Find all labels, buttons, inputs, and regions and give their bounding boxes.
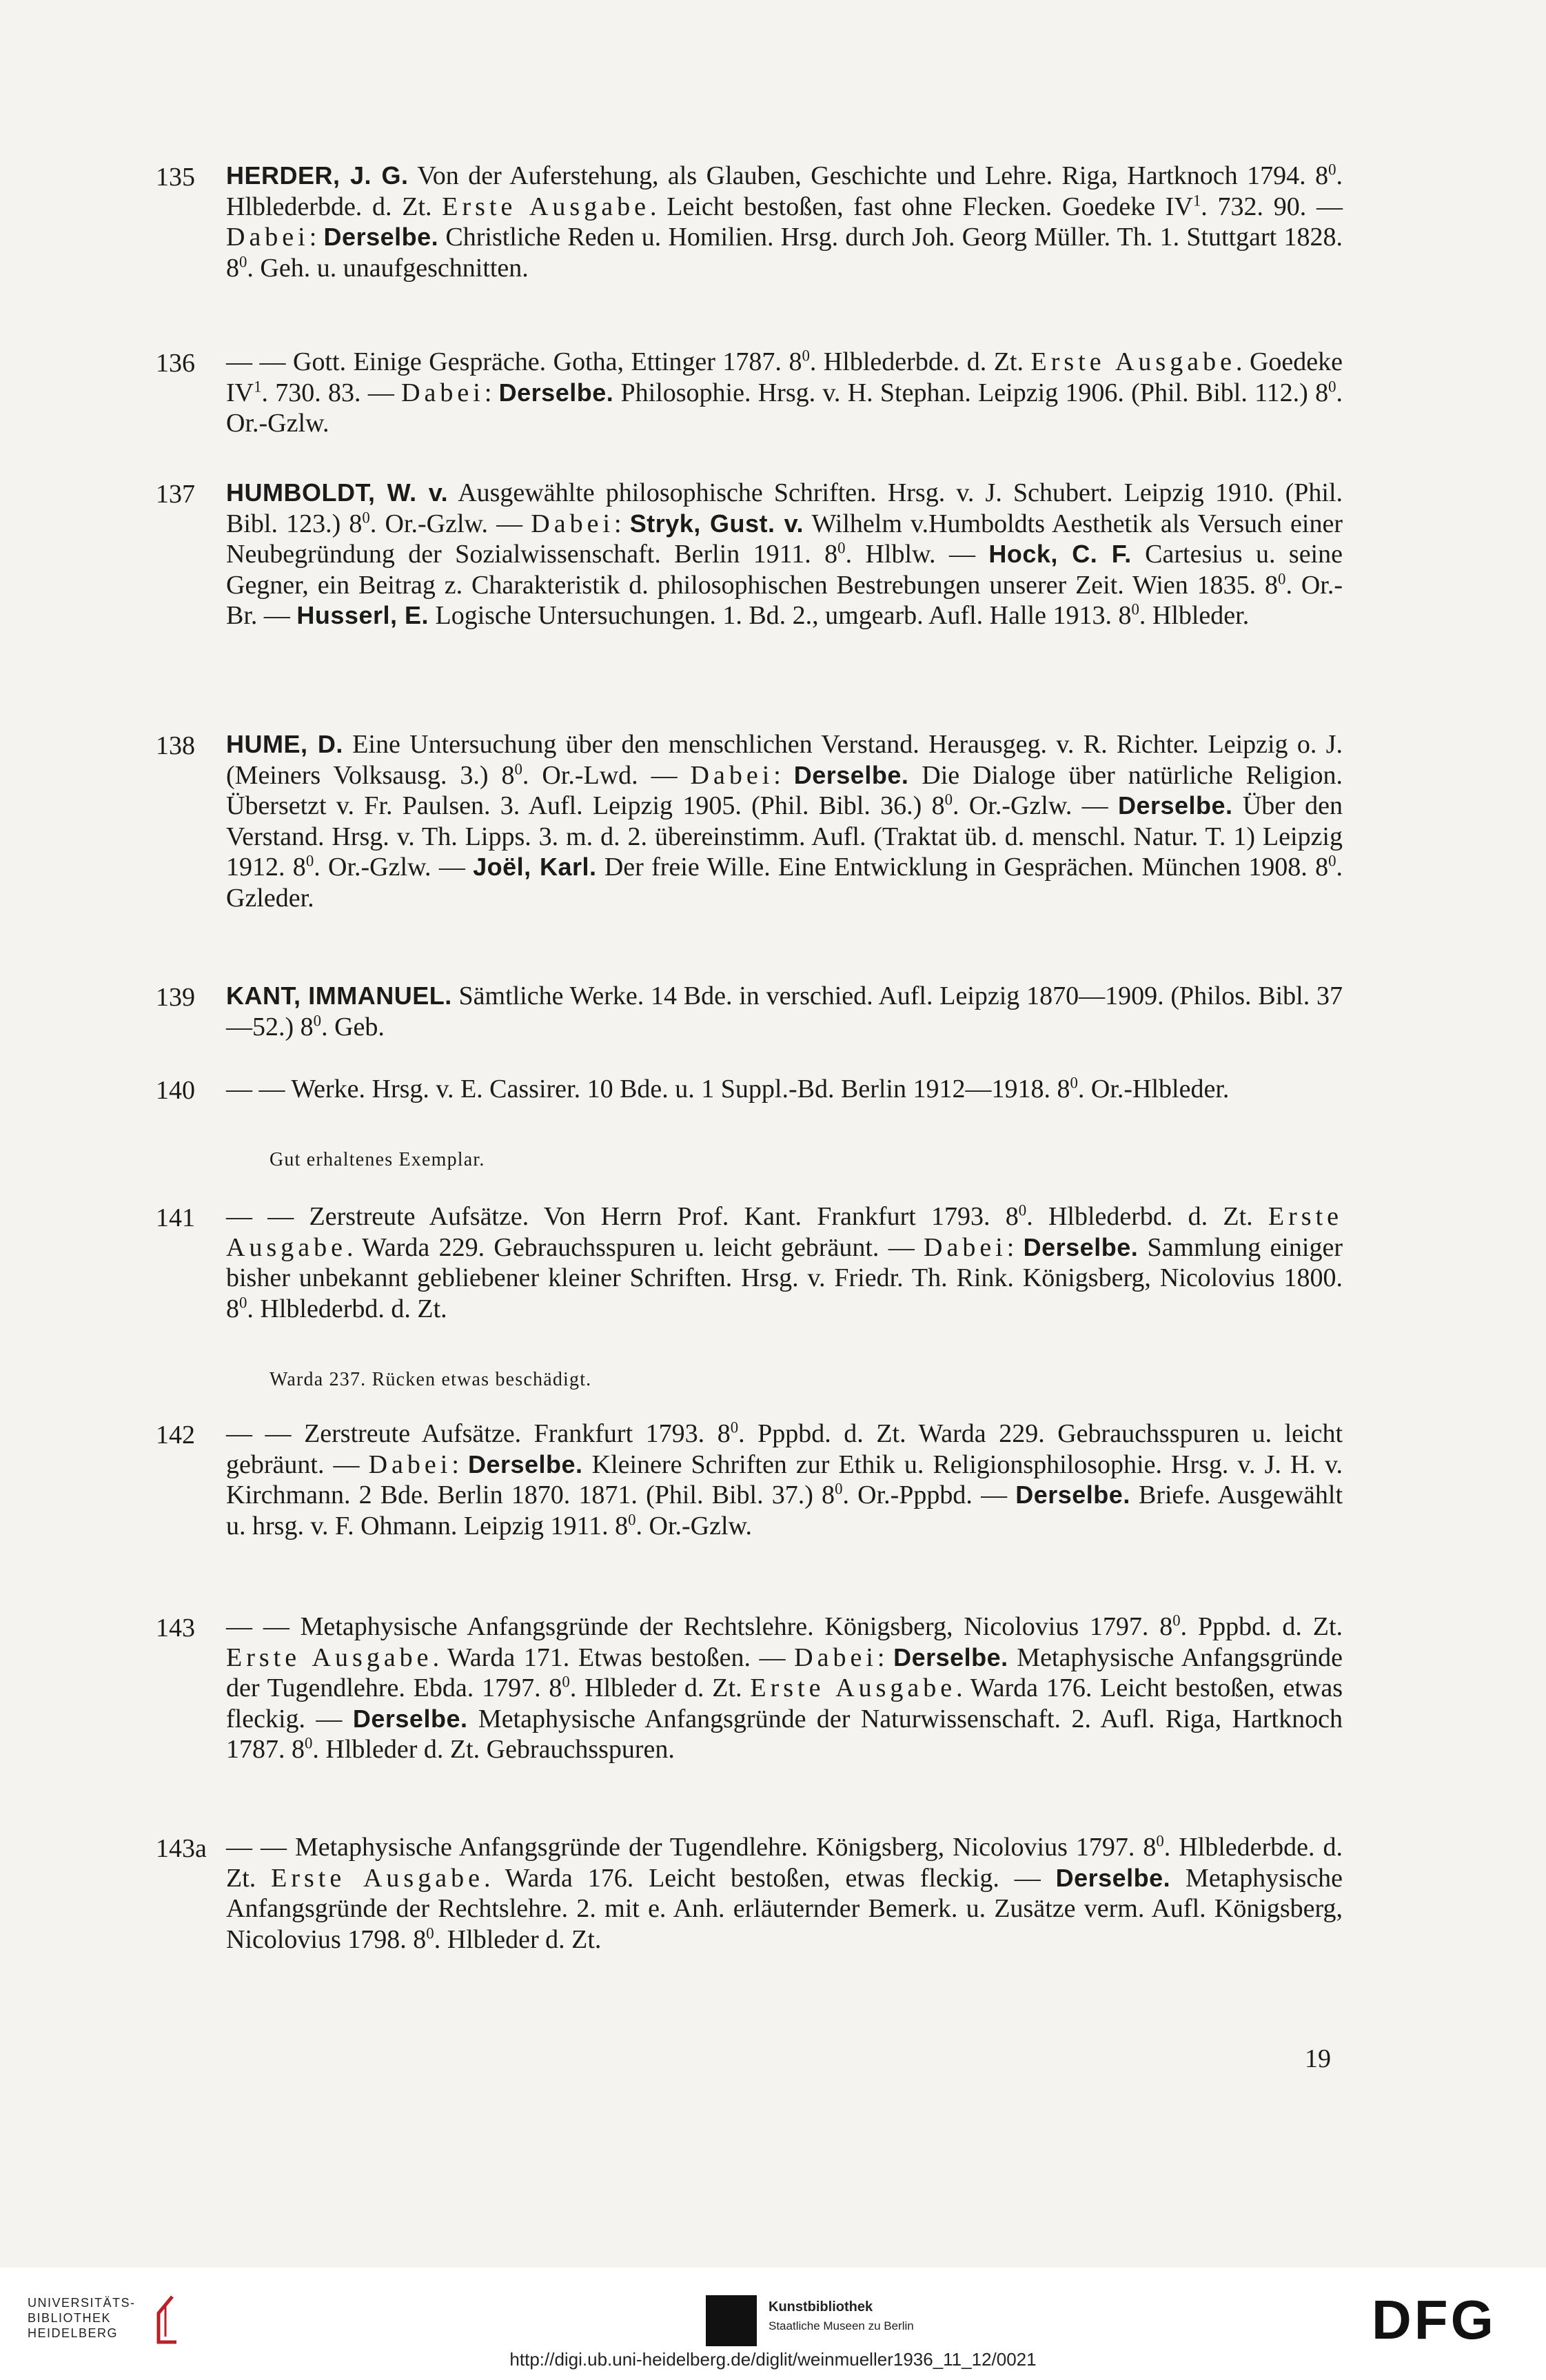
entry-text: — — Gott. Einige Gespräche. Gotha, Ettinger 1787. $8^0$. Hlblederbde. d. Zt. Erste Ausgabe. Goedeke $IV^1$. 730. 83. — Dabei: Derselbe. Philosophie. Hrsg. v. H. Stephan. Leipzig 1906. (Phil. Bibl. 112.) $8^0$. Or.-Gzlw. (226, 347, 1343, 438)
entry-number: 141 (156, 1203, 195, 1232)
entry-text: HUME, D. Eine Untersuchung über den menschlichen Verstand. Herausgeg. v. R. Richter. Leipzig o. J. (Meiners Volksausg. 3.) $8^0$. Or.-Lwd. — Dabei: Derselbe. Die Dialoge über natürliche Religion. Übersetzt v. Fr. Paulsen. 3. Aufl. Leipzig 1905. (Phil. Bibl. 36.) $8^0$. Or.-Gzlw. — Derselbe. Über den Verstand. Hrsg. v. Th. Lipps. 3. m. d. 2. übereinstimm. Aufl. (Traktat üb. d. menschl. Natur. T. 1) Leipzig 1912. $8^0$. Or.-Gzlw. — Joël, Karl. Der freie Wille. Eine Entwicklung in Gesprächen. München 1908. $8^0$. Gzleder. (226, 730, 1343, 913)
university-library-label: UNIVERSITÄTS- BIBLIOTHEK HEIDELBERG (28, 2296, 136, 2340)
entry-number: 140 (156, 1076, 195, 1105)
dfg-logo: DFG (1372, 2289, 1496, 2350)
entry-text: — — Zerstreute Aufsätze. Von Herrn Prof. Kant. Frankfurt 1793. $8^0$. Hlblederbd. d. Zt. Erste Ausgabe. Warda 229. Gebrauchsspuren u. leicht gebräunt. — Dabei: Derselbe. Sammlung einiger bisher unbekannt gebliebener kleiner Schriften. Hrsg. v. Friedr. Th. Rink. Königsberg, Nicolovius 1800. $8^0$. Hlblederbd. d. Zt. (226, 1201, 1343, 1323)
entry-number: 142 (156, 1421, 195, 1450)
entry-text: HERDER, J. G. Von der Auferstehung, als Glauben, Geschichte und Lehre. Riga, Hartknoch 1794. $8^0$. Hlblederbde. d. Zt. Erste Ausgabe. Leicht bestoßen, fast ohne Flecken. Goedeke $IV^1$. 732. 90. — Dabei: Derselbe. Christliche Reden u. Homilien. Hrsg. durch Joh. Georg Müller. Th. 1. Stuttgart 1828. $8^0$. Geh. u. unaufgeschnitten. (226, 161, 1343, 283)
entry-number: 138 (156, 731, 195, 760)
entry-text: — — Metaphysische Anfangsgründe der Tugendlehre. Königsberg, Nicolovius 1797. $8^0$. Hlblederbde. d. Zt. Erste Ausgabe. Warda 176. Leicht bestoßen, etwas fleckig. — Derselbe. Metaphysische Anfangsgründe der Rechtslehre. 2. mit e. Anh. erläuternder Bemerk. u. Zusätze verm. Aufl. Königsberg, Nicolovius 1798. $8^0$. Hlbleder d. Zt. (226, 1832, 1343, 1954)
kunstbibliothek-logo-icon (706, 2295, 757, 2346)
entry-number: 139 (156, 983, 195, 1012)
entry-note: Warda 237. Rücken etwas beschädigt. (269, 1369, 592, 1390)
entry-text: — — Werke. Hrsg. v. E. Cassirer. 10 Bde. u. 1 Suppl.-Bd. Berlin 1912—1918. $8^0$. Or.-Hlbleder. (226, 1074, 1230, 1103)
source-url-link[interactable]: http://digi.ub.uni-heidelberg.de/diglit/weinmueller1936_11_12/0021 (509, 2349, 1037, 2370)
entry-text: — — Zerstreute Aufsätze. Frankfurt 1793. $8^0$. Pppbd. d. Zt. Warda 229. Gebrauchsspuren u. leicht gebräunt. — Dabei: Derselbe. Kleinere Schriften zur Ethik u. Religionsphilosophie. Hrsg. v. J. H. v. Kirchmann. 2 Bde. Berlin 1870. 1871. (Phil. Bibl. 37.) $8^0$. Or.-Pppbd. — Derselbe. Briefe. Ausgewählt u. hrsg. v. F. Ohmann. Leipzig 1911. $8^0$. Or.-Gzlw. (226, 1418, 1343, 1540)
entry-note: Gut erhaltenes Exemplar. (269, 1149, 485, 1170)
entry-text: KANT, IMMANUEL. Sämtliche Werke. 14 Bde. in verschied. Aufl. Leipzig 1870—1909. (Philos. Bibl. 37—52.) $8^0$. Geb. (226, 982, 1343, 1041)
entry-number: 136 (156, 349, 195, 378)
entry-number: 137 (156, 480, 195, 509)
university-logo-icon (138, 2292, 186, 2348)
entry-number: 135 (156, 163, 195, 192)
kunstbibliothek-label: Kunstbibliothek Staatliche Museen zu Berlin (769, 2299, 914, 2332)
entry-text: HUMBOLDT, W. v. Ausgewählte philosophische Schriften. Hrsg. v. J. Schubert. Leipzig 1910. (Phil. Bibl. 123.) $8^0$. Or.-Gzlw. — Dabei: Stryk, Gust. v. Wilhelm v.Humboldts Aesthetik als Versuch einer Neubegründung der Sozialwissenschaft. Berlin 1911. $8^0$. Hlblw. — Hock, C. F. Cartesius u. seine Gegner, ein Beitrag z. Charakteristik d. philosophischen Bestrebungen unserer Zeit. Wien 1835. $8^0$. Or.-Br. — Husserl, E. Logische Untersuchungen. 1. Bd. 2., umgearb. Aufl. Halle 1913. $8^0$. Hlbleder. (226, 478, 1343, 630)
footer (0, 2268, 1546, 2380)
entry-number: 143 (156, 1614, 195, 1642)
page-number: 19 (1305, 2044, 1331, 2073)
entry-text: — — Metaphysische Anfangsgründe der Rechtslehre. Königsberg, Nicolovius 1797. $8^0$. Pppbd. d. Zt. Erste Ausgabe. Warda 171. Etwas bestoßen. — Dabei: Derselbe. Metaphysische Anfangsgründe der Tugendlehre. Ebda. 1797. $8^0$. Hlbleder d. Zt. Erste Ausgabe. Warda 176. Leicht bestoßen, etwas fleckig. — Derselbe. Metaphysische Anfangsgründe der Naturwissenschaft. 2. Aufl. Riga, Hartknoch 1787. $8^0$. Hlbleder d. Zt. Gebrauchsspuren. (226, 1611, 1343, 1764)
entry-number: 143a (156, 1834, 207, 1863)
